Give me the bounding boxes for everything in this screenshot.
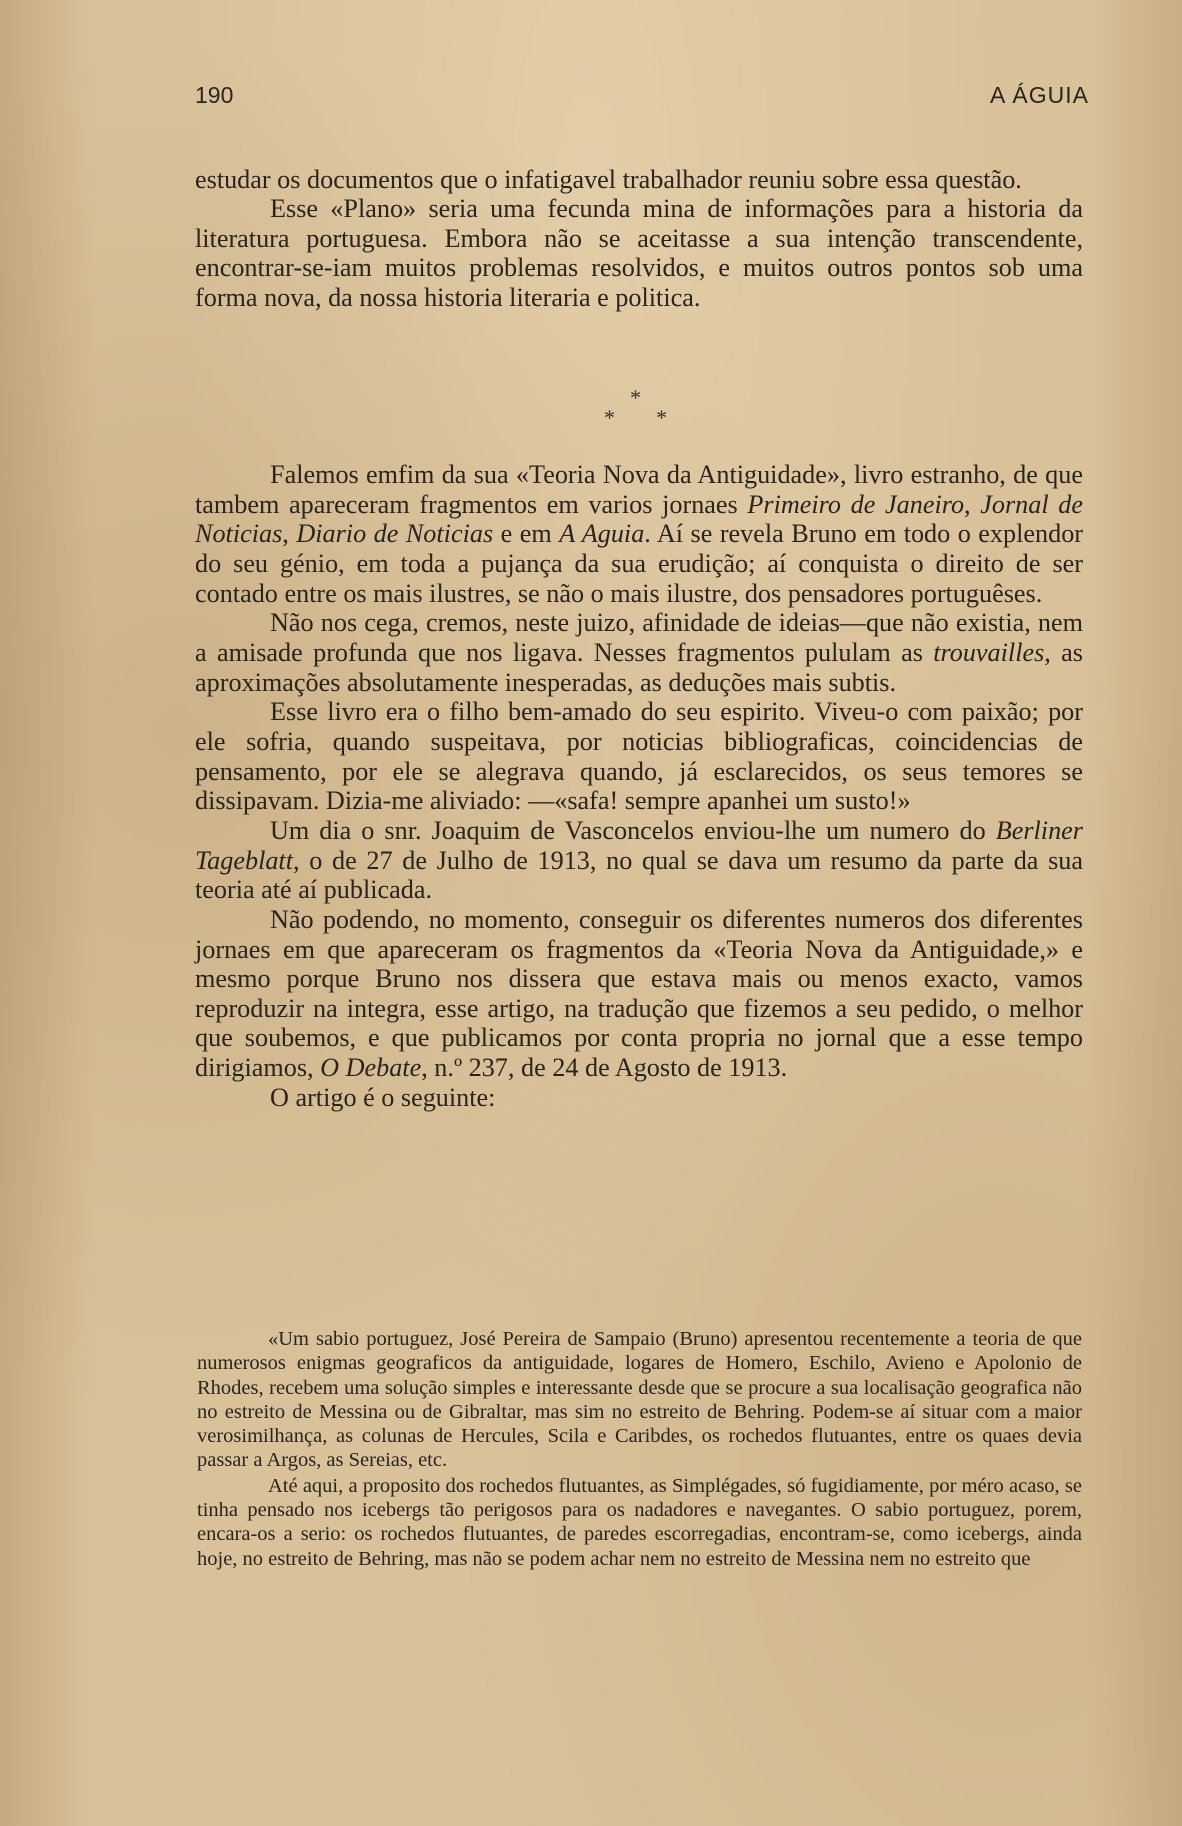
paragraph [195, 608, 1083, 697]
quote-paragraph: «Um sabio portuguez, José Pereira de Sampaio (Bruno) apresentou recentemente a teoria de que numerosos enigmas geograficos da antiguidade, logares de Homero, Eschilo, Avieno e Apolonio de Rhodes, recebem uma solução simples e interessante desde que se procure a sua localisação geografica não no estreito de Messina ou de Gibraltar, mas sim no estreito de Behring. Podem-se aí situar com a maior verosimilhança, as colunas de Hercules, Scila e Caribdes, os rochedos flutuantes, entre os quaes devia passar a Argos, as Sereias, etc. [197, 1328, 1082, 1472]
journal-title: A ÁGUIA [989, 82, 1089, 108]
newspaper-title: Jornal de Noticias [195, 489, 1084, 549]
asterisk-ornament: * [630, 385, 641, 410]
text-run: , n.º 237, de 24 de Agosto de 1913. [421, 1053, 788, 1083]
newspaper-title: Berliner Tageblatt [195, 815, 1083, 875]
paragraph [195, 460, 1083, 608]
newspaper-title: A Aguia [559, 519, 645, 549]
section-break-asterisks [0, 385, 1182, 433]
section-two-text [195, 460, 1083, 1112]
quote-paragraph: Até aqui, a proposito dos rochedos flutuantes, as Simplégades, só fugidiamente, por méro acaso, se tinha pensado nos icebergs tão perigosos para os nadadores e navegantes. O sabio portuguez, porem, encara-os a serio: os rochedos flutuantes, de paredes escorregadias, encontram-se, como icebergs, ainda hoje, no estreito de Behring, mas não se podem achar nem no estreito de Messina nem no estreito que [197, 1474, 1082, 1570]
page-number: 190 [195, 82, 234, 108]
text-run: e em [493, 519, 560, 549]
newspaper-title: Diario de Noticias [296, 519, 494, 549]
text-run: Não nos cega, cremos, neste juizo, afinidade de ideias—que não existia, nem a amisade profunda que nos ligava. Nesses fragmentos pululam as [195, 608, 1083, 667]
paragraph [195, 905, 1083, 1083]
paragraph: Esse livro era o filho bem-amado do seu espirito. Viveu-o com paixão; por ele sofria, quando suspeitava, por noticias bibliograficas, coincidencias de pensamento, por ele se alegrava quando, já esclarecidos, os seus temores se dissipavam. Dizia-me aliviado: —«safa! sempre apanhei um susto!» [195, 697, 1083, 816]
text-run: , as aproximações absolutamente inesperadas, as deduções mais subtis. [195, 637, 1083, 697]
text-run: Não podendo, no momento, conseguir os diferentes numeros dos diferentes jornaes em que apareceram os fragmentos da «Teoria Nova da Antiguidade,» e mesmo porque Bruno nos dissera que estava mais ou menos exacto, vamos reproduzir na integra, esse artigo, na tradução que fizemos a seu pedido, o melhor que soubemos, e que publicamos por conta propria no jornal que a esse tempo dirigiamos, [195, 904, 1083, 1083]
text-run: , [282, 519, 297, 549]
paragraph: O artigo é o seguinte: [270, 1082, 496, 1112]
text-run: Falemos emfim da sua «Teoria Nova da Antiguidade», livro estranho, de que tambem apareceram fragmentos em varios jornaes [195, 460, 1083, 519]
text-run: , o de 27 de Julho de 1913, no qual se dava um resumo da parte da sua teoria até aí publicada. [195, 845, 1083, 905]
italic-term: trouvailles [933, 637, 1045, 667]
paragraph: estudar os documentos que o infatigavel trabalhador reuniu sobre essa questão. [195, 165, 1022, 194]
text-run: . Aí se revela Bruno em todo o explendor do seu génio, em toda a pujança da sua erudição; aí conquista o direito de ser contado entre os mais ilustres, se não o mais ilustre, dos pensadores portuguêses. [195, 519, 1084, 608]
paragraph: Esse «Plano» seria uma fecunda mina de informações para a historia da literatura portuguesa. Embora não se aceitasse a sua intenção transcendente, encontrar-se-iam muitos problemas resolvidos, e muitos outros pontos sob uma forma nova, da nossa historia literaria e politica. [195, 194, 1083, 312]
text-run: , [964, 489, 981, 519]
asterisk-ornament: * [656, 405, 667, 430]
running-head [195, 82, 1089, 114]
paragraph [195, 816, 1083, 905]
newspaper-title: O Debate [320, 1053, 422, 1083]
text-run: Um dia o snr. Joaquim de Vasconcelos enviou-lhe um numero do [270, 815, 996, 845]
quoted-article [197, 1327, 1082, 1571]
section-one-text [195, 165, 1083, 312]
newspaper-title: Primeiro de Janeiro [747, 489, 965, 519]
asterisk-ornament: * [604, 405, 615, 430]
